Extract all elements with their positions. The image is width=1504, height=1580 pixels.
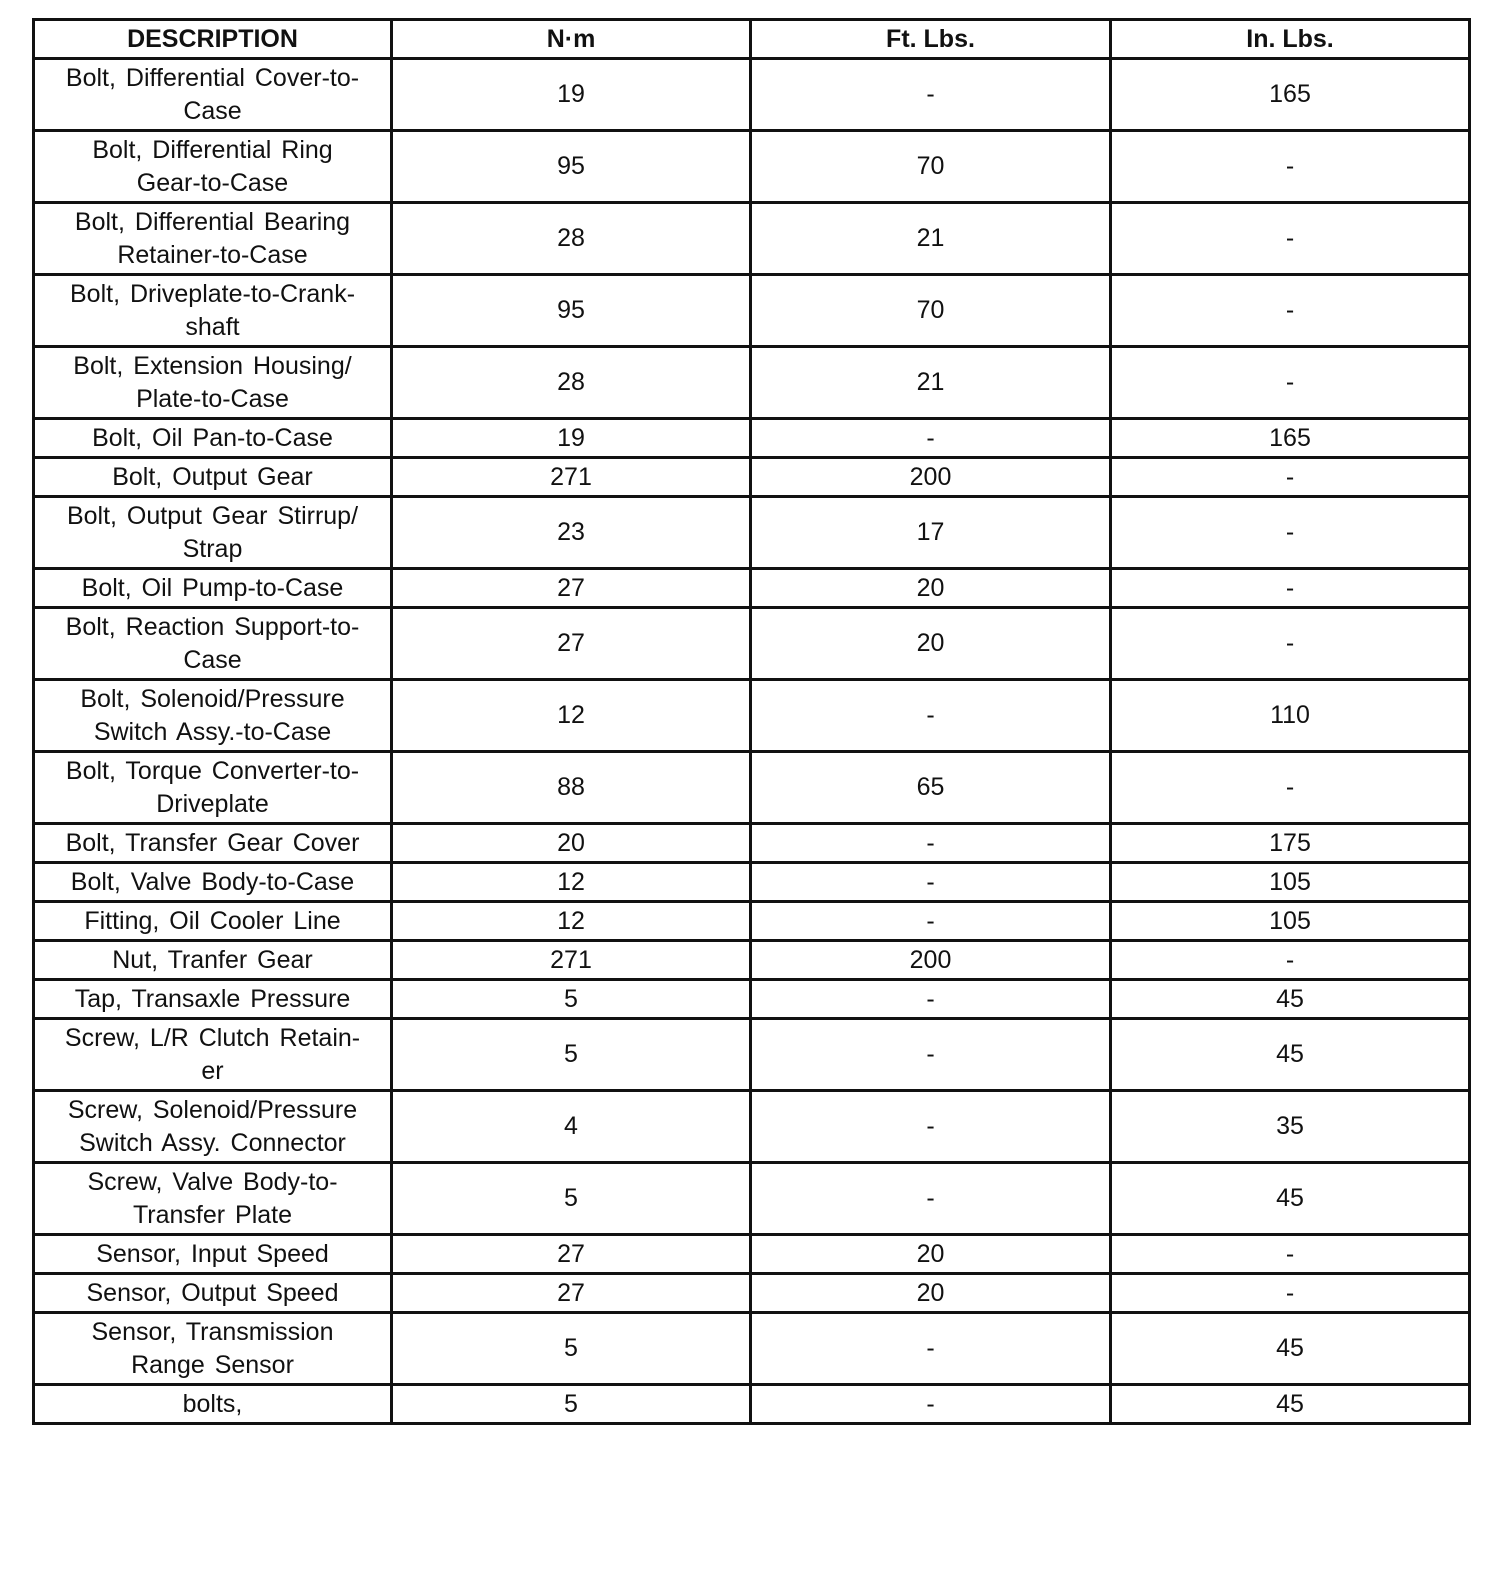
cell-description xyxy=(34,1313,392,1385)
cell-inch-pounds: 110 xyxy=(1111,680,1470,752)
cell-description xyxy=(34,1235,392,1274)
cell-inch-pounds: 165 xyxy=(1111,59,1470,131)
cell-foot-pounds: 20 xyxy=(751,569,1111,608)
description-line: shaft xyxy=(185,312,240,341)
cell-foot-pounds: - xyxy=(751,1091,1111,1163)
description-line: Bolt, Output Gear Stirrup/ xyxy=(66,501,359,530)
description-line: Switch Assy. Connector xyxy=(79,1128,346,1157)
description-line: Sensor, Transmission xyxy=(91,1317,334,1346)
description-line: Bolt, Differential Cover-to- xyxy=(65,63,360,92)
cell-description xyxy=(34,1274,392,1313)
cell-newton-meters: 95 xyxy=(392,131,751,203)
cell-inch-pounds: - xyxy=(1111,203,1470,275)
cell-inch-pounds: 105 xyxy=(1111,902,1470,941)
cell-foot-pounds: - xyxy=(751,1163,1111,1235)
cell-newton-meters: 19 xyxy=(392,419,751,458)
cell-inch-pounds: 45 xyxy=(1111,1385,1470,1424)
cell-description xyxy=(34,752,392,824)
table-row xyxy=(34,569,1470,608)
table-row xyxy=(34,275,1470,347)
cell-newton-meters: 4 xyxy=(392,1091,751,1163)
cell-foot-pounds: 20 xyxy=(751,1274,1111,1313)
table-row xyxy=(34,59,1470,131)
table-row xyxy=(34,458,1470,497)
cell-inch-pounds: - xyxy=(1111,1235,1470,1274)
cell-foot-pounds: 17 xyxy=(751,497,1111,569)
cell-description xyxy=(34,1163,392,1235)
cell-inch-pounds: 45 xyxy=(1111,1163,1470,1235)
description-line: Nut, Tranfer Gear xyxy=(112,945,313,974)
cell-newton-meters: 5 xyxy=(392,1313,751,1385)
torque-specifications-table xyxy=(32,18,1471,1425)
description-line: Tap, Transaxle Pressure xyxy=(74,984,351,1013)
cell-newton-meters: 27 xyxy=(392,1274,751,1313)
cell-description xyxy=(34,419,392,458)
cell-newton-meters: 27 xyxy=(392,608,751,680)
description-line: Gear-to-Case xyxy=(136,168,289,197)
cell-inch-pounds: 45 xyxy=(1111,980,1470,1019)
cell-newton-meters: 12 xyxy=(392,863,751,902)
cell-newton-meters: 95 xyxy=(392,275,751,347)
cell-inch-pounds: 35 xyxy=(1111,1091,1470,1163)
description-line: Bolt, Extension Housing/ xyxy=(73,351,352,380)
header-foot-pounds: Ft. Lbs. xyxy=(751,20,1111,59)
cell-newton-meters: 88 xyxy=(392,752,751,824)
cell-inch-pounds: 45 xyxy=(1111,1313,1470,1385)
cell-description xyxy=(34,824,392,863)
cell-newton-meters: 19 xyxy=(392,59,751,131)
cell-inch-pounds: - xyxy=(1111,275,1470,347)
cell-foot-pounds: - xyxy=(751,1019,1111,1091)
cell-foot-pounds: - xyxy=(751,863,1111,902)
cell-foot-pounds: 20 xyxy=(751,1235,1111,1274)
cell-inch-pounds: - xyxy=(1111,347,1470,419)
cell-inch-pounds: 45 xyxy=(1111,1019,1470,1091)
cell-newton-meters: 5 xyxy=(392,980,751,1019)
cell-inch-pounds: - xyxy=(1111,569,1470,608)
cell-description xyxy=(34,902,392,941)
cell-newton-meters: 28 xyxy=(392,203,751,275)
cell-description xyxy=(34,1091,392,1163)
cell-foot-pounds: 70 xyxy=(751,275,1111,347)
cell-newton-meters: 5 xyxy=(392,1385,751,1424)
cell-newton-meters: 27 xyxy=(392,569,751,608)
table-row xyxy=(34,863,1470,902)
cell-inch-pounds: 105 xyxy=(1111,863,1470,902)
description-line: bolts, xyxy=(182,1389,243,1418)
cell-description xyxy=(34,347,392,419)
cell-foot-pounds: 21 xyxy=(751,203,1111,275)
cell-foot-pounds: - xyxy=(751,902,1111,941)
table-row xyxy=(34,752,1470,824)
cell-foot-pounds: - xyxy=(751,980,1111,1019)
cell-description xyxy=(34,608,392,680)
table-row xyxy=(34,203,1470,275)
cell-newton-meters: 27 xyxy=(392,1235,751,1274)
table-row xyxy=(34,1274,1470,1313)
table-row xyxy=(34,941,1470,980)
table-row xyxy=(34,347,1470,419)
cell-description xyxy=(34,458,392,497)
cell-newton-meters: 28 xyxy=(392,347,751,419)
description-line: Bolt, Oil Pan-to-Case xyxy=(92,423,333,452)
cell-foot-pounds: - xyxy=(751,59,1111,131)
table-row xyxy=(34,419,1470,458)
cell-inch-pounds: - xyxy=(1111,752,1470,824)
description-line: er xyxy=(201,1056,224,1085)
table-row xyxy=(34,1313,1470,1385)
cell-foot-pounds: - xyxy=(751,824,1111,863)
cell-foot-pounds: - xyxy=(751,419,1111,458)
table-row xyxy=(34,1019,1470,1091)
description-line: Bolt, Driveplate-to-Crank- xyxy=(69,279,356,308)
cell-description xyxy=(34,863,392,902)
cell-inch-pounds: - xyxy=(1111,131,1470,203)
cell-description xyxy=(34,497,392,569)
table-row xyxy=(34,902,1470,941)
table-body xyxy=(34,59,1470,1424)
header-inch-pounds: In. Lbs. xyxy=(1111,20,1470,59)
description-line: Bolt, Output Gear xyxy=(112,462,313,491)
cell-foot-pounds: 65 xyxy=(751,752,1111,824)
cell-foot-pounds: - xyxy=(751,1313,1111,1385)
cell-description xyxy=(34,941,392,980)
cell-foot-pounds: 200 xyxy=(751,458,1111,497)
cell-foot-pounds: - xyxy=(751,680,1111,752)
cell-inch-pounds: 165 xyxy=(1111,419,1470,458)
description-line: Bolt, Solenoid/Pressure xyxy=(80,684,345,713)
description-line: Plate-to-Case xyxy=(136,384,289,413)
description-line: Bolt, Torque Converter-to- xyxy=(65,756,360,785)
description-line: Bolt, Reaction Support-to- xyxy=(65,612,360,641)
description-line: Retainer-to-Case xyxy=(117,240,308,269)
cell-newton-meters: 5 xyxy=(392,1019,751,1091)
cell-inch-pounds: - xyxy=(1111,497,1470,569)
cell-foot-pounds: 21 xyxy=(751,347,1111,419)
cell-description xyxy=(34,203,392,275)
cell-inch-pounds: - xyxy=(1111,458,1470,497)
description-line: Sensor, Output Speed xyxy=(86,1278,339,1307)
cell-newton-meters: 12 xyxy=(392,680,751,752)
header-description: DESCRIPTION xyxy=(34,20,392,59)
description-line: Driveplate xyxy=(156,789,269,818)
cell-newton-meters: 271 xyxy=(392,458,751,497)
cell-foot-pounds: 20 xyxy=(751,608,1111,680)
cell-description xyxy=(34,1385,392,1424)
cell-newton-meters: 271 xyxy=(392,941,751,980)
table-row xyxy=(34,680,1470,752)
description-line: Bolt, Transfer Gear Cover xyxy=(65,828,360,857)
header-newton-meters: N·m xyxy=(392,20,751,59)
cell-foot-pounds: 70 xyxy=(751,131,1111,203)
cell-newton-meters: 5 xyxy=(392,1163,751,1235)
description-line: Bolt, Oil Pump-to-Case xyxy=(81,573,344,602)
table-row xyxy=(34,131,1470,203)
cell-inch-pounds: - xyxy=(1111,608,1470,680)
cell-description xyxy=(34,275,392,347)
cell-description xyxy=(34,569,392,608)
table-row xyxy=(34,608,1470,680)
description-line: Switch Assy.-to-Case xyxy=(93,717,332,746)
cell-description xyxy=(34,131,392,203)
description-line: Screw, Valve Body-to- xyxy=(87,1167,338,1196)
cell-description xyxy=(34,680,392,752)
cell-inch-pounds: - xyxy=(1111,941,1470,980)
cell-description xyxy=(34,1019,392,1091)
cell-description xyxy=(34,980,392,1019)
description-line: Strap xyxy=(182,534,243,563)
cell-inch-pounds: - xyxy=(1111,1274,1470,1313)
cell-description xyxy=(34,59,392,131)
cell-newton-meters: 12 xyxy=(392,902,751,941)
cell-inch-pounds: 175 xyxy=(1111,824,1470,863)
table-row xyxy=(34,1163,1470,1235)
cell-foot-pounds: 200 xyxy=(751,941,1111,980)
description-line: Screw, L/R Clutch Retain- xyxy=(64,1023,361,1052)
table-header-row xyxy=(34,20,1470,59)
cell-newton-meters: 20 xyxy=(392,824,751,863)
description-line: Range Sensor xyxy=(131,1350,294,1379)
description-line: Case xyxy=(183,645,242,674)
description-line: Transfer Plate xyxy=(132,1200,293,1229)
description-line: Bolt, Differential Bearing xyxy=(74,207,351,236)
table-row xyxy=(34,1091,1470,1163)
table-row xyxy=(34,1385,1470,1424)
table-row xyxy=(34,1235,1470,1274)
description-line: Screw, Solenoid/Pressure xyxy=(67,1095,358,1124)
description-line: Fitting, Oil Cooler Line xyxy=(84,906,341,935)
description-line: Sensor, Input Speed xyxy=(96,1239,329,1268)
cell-foot-pounds: - xyxy=(751,1385,1111,1424)
table-row xyxy=(34,497,1470,569)
table-row xyxy=(34,824,1470,863)
description-line: Case xyxy=(183,96,242,125)
description-line: Bolt, Valve Body-to-Case xyxy=(70,867,355,896)
description-line: Bolt, Differential Ring xyxy=(92,135,333,164)
table-row xyxy=(34,980,1470,1019)
cell-newton-meters: 23 xyxy=(392,497,751,569)
